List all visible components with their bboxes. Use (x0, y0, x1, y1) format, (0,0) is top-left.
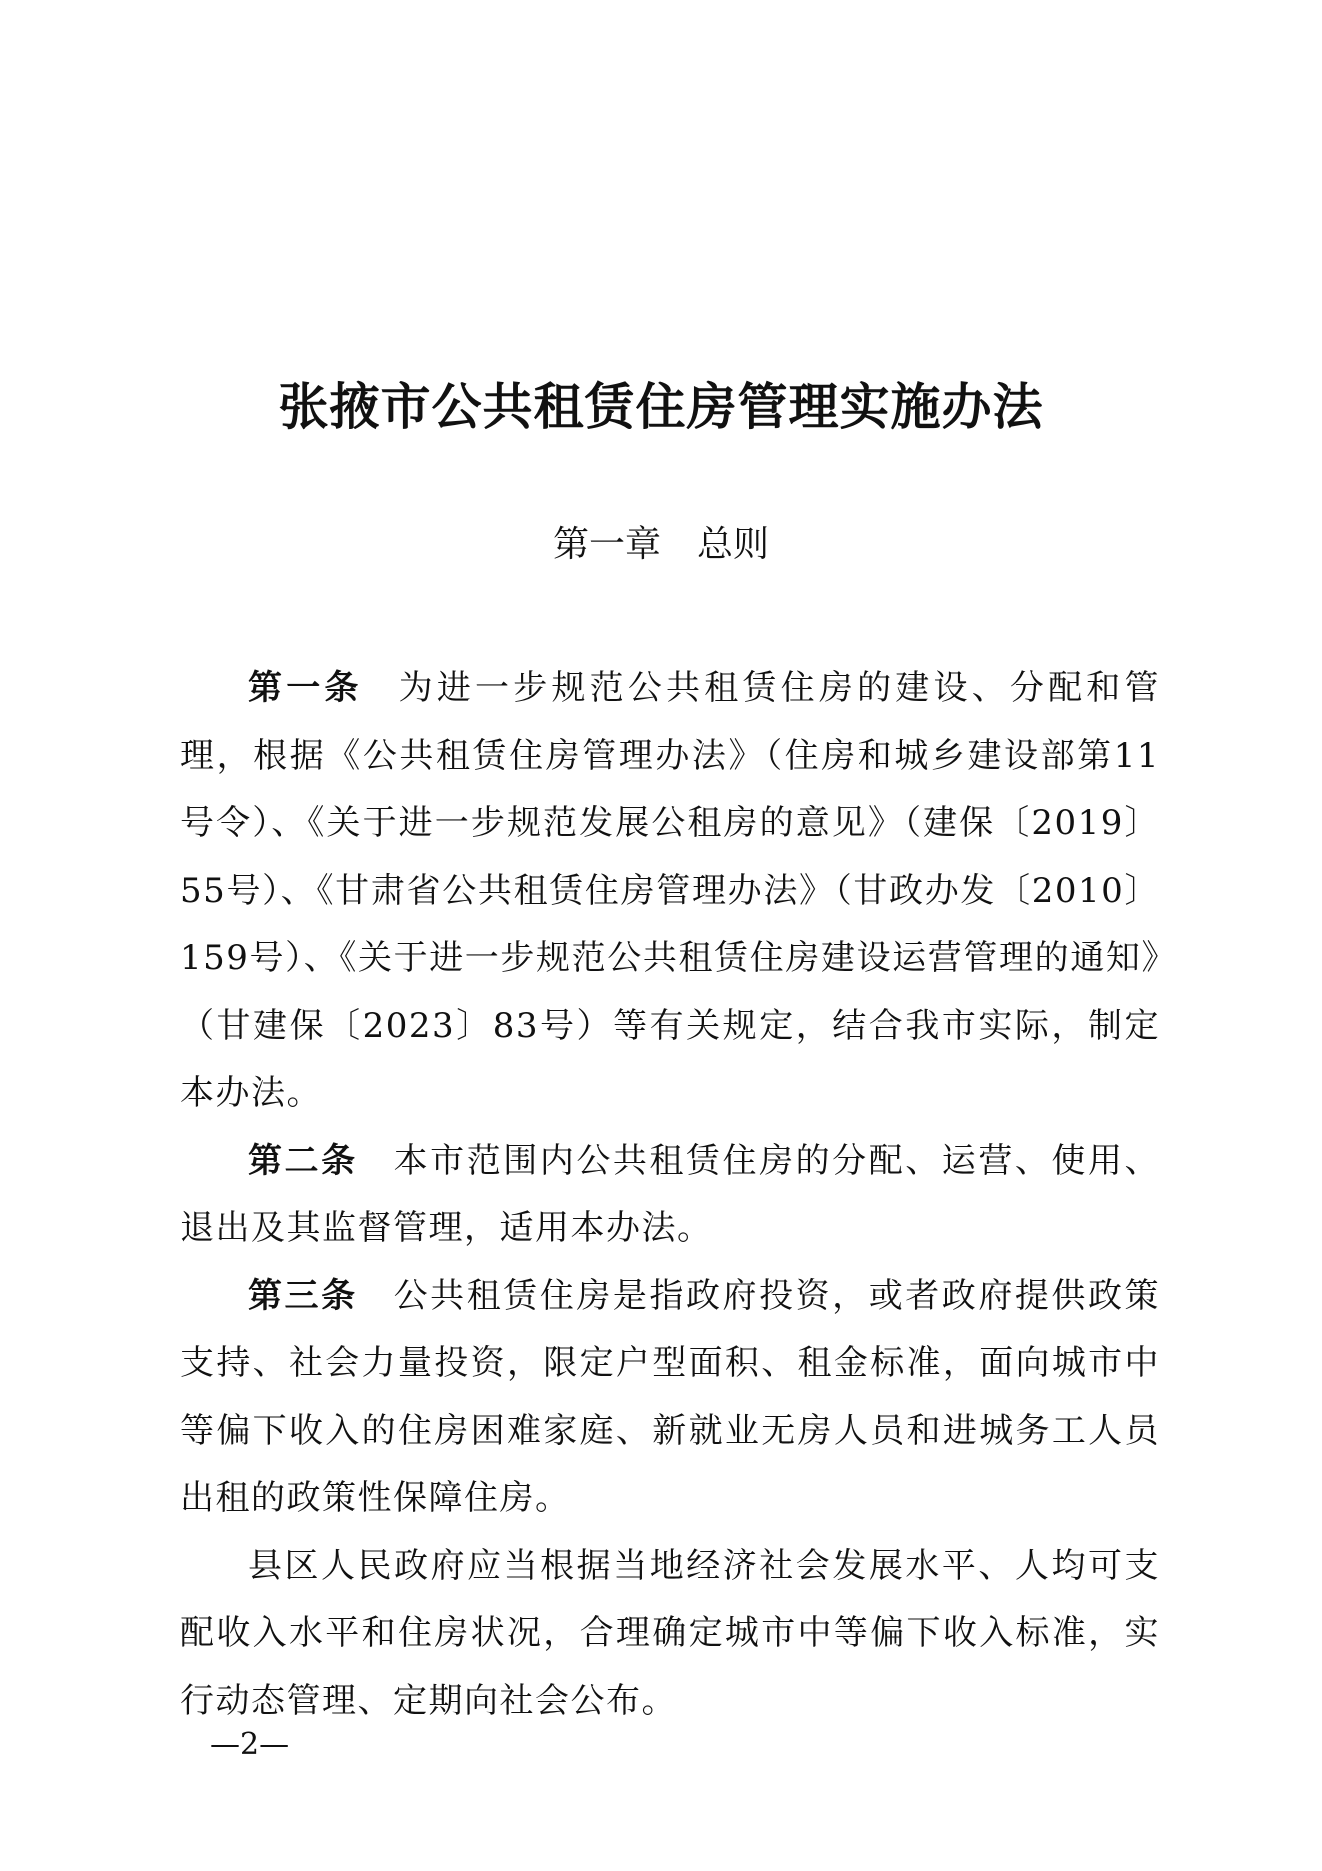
chapter-heading: 第一章 总则 (552, 524, 769, 565)
article-text: 本市范围内公共租赁住房的分配、运营、使用、退出及其监督管理，适用本办法。 (180, 1140, 1161, 1248)
document-title: 张掖市公共租赁住房管理实施办法 (278, 377, 1044, 436)
article-label: 第二条 (248, 1140, 358, 1181)
article-3-paragraph-2 (180, 1533, 1160, 1736)
article-1 (180, 655, 1160, 1128)
article-label: 第一条 (248, 668, 363, 708)
page-number: —2— (210, 1727, 290, 1762)
article-3 (180, 1263, 1160, 1533)
article-text: 为进一步规范公共租赁住房的建设、分配和管理，根据《公共租赁住房管理办法》（住房和城乡建设部第11号令）、《关于进一步规范发展公租房的意见》（建保〔2019〕55号）、《甘肃省公共租赁住房管理办法》（甘政办发〔2010〕159号）、《关于进一步规范公共租赁住房建设运营管理的通知》（甘建保〔2023〕83号）等有关规定，结合我市实际，制定本办法。 (180, 668, 1161, 1113)
article-text: 县区人民政府应当根据当地经济社会发展水平、人均可支配收入水平和住房状况，合理确定城市中等偏下收入标准，实行动态管理、定期向社会公布。 (180, 1545, 1160, 1721)
article-2 (180, 1128, 1160, 1263)
document-body (180, 655, 1160, 1735)
article-text: 公共租赁住房是指政府投资，或者政府提供政策支持、社会力量投资，限定户型面积、租金标准，面向城市中等偏下收入的住房困难家庭、新就业无房人员和进城务工人员出租的政策性保障住房。 (180, 1275, 1161, 1518)
article-label: 第三条 (248, 1275, 358, 1316)
